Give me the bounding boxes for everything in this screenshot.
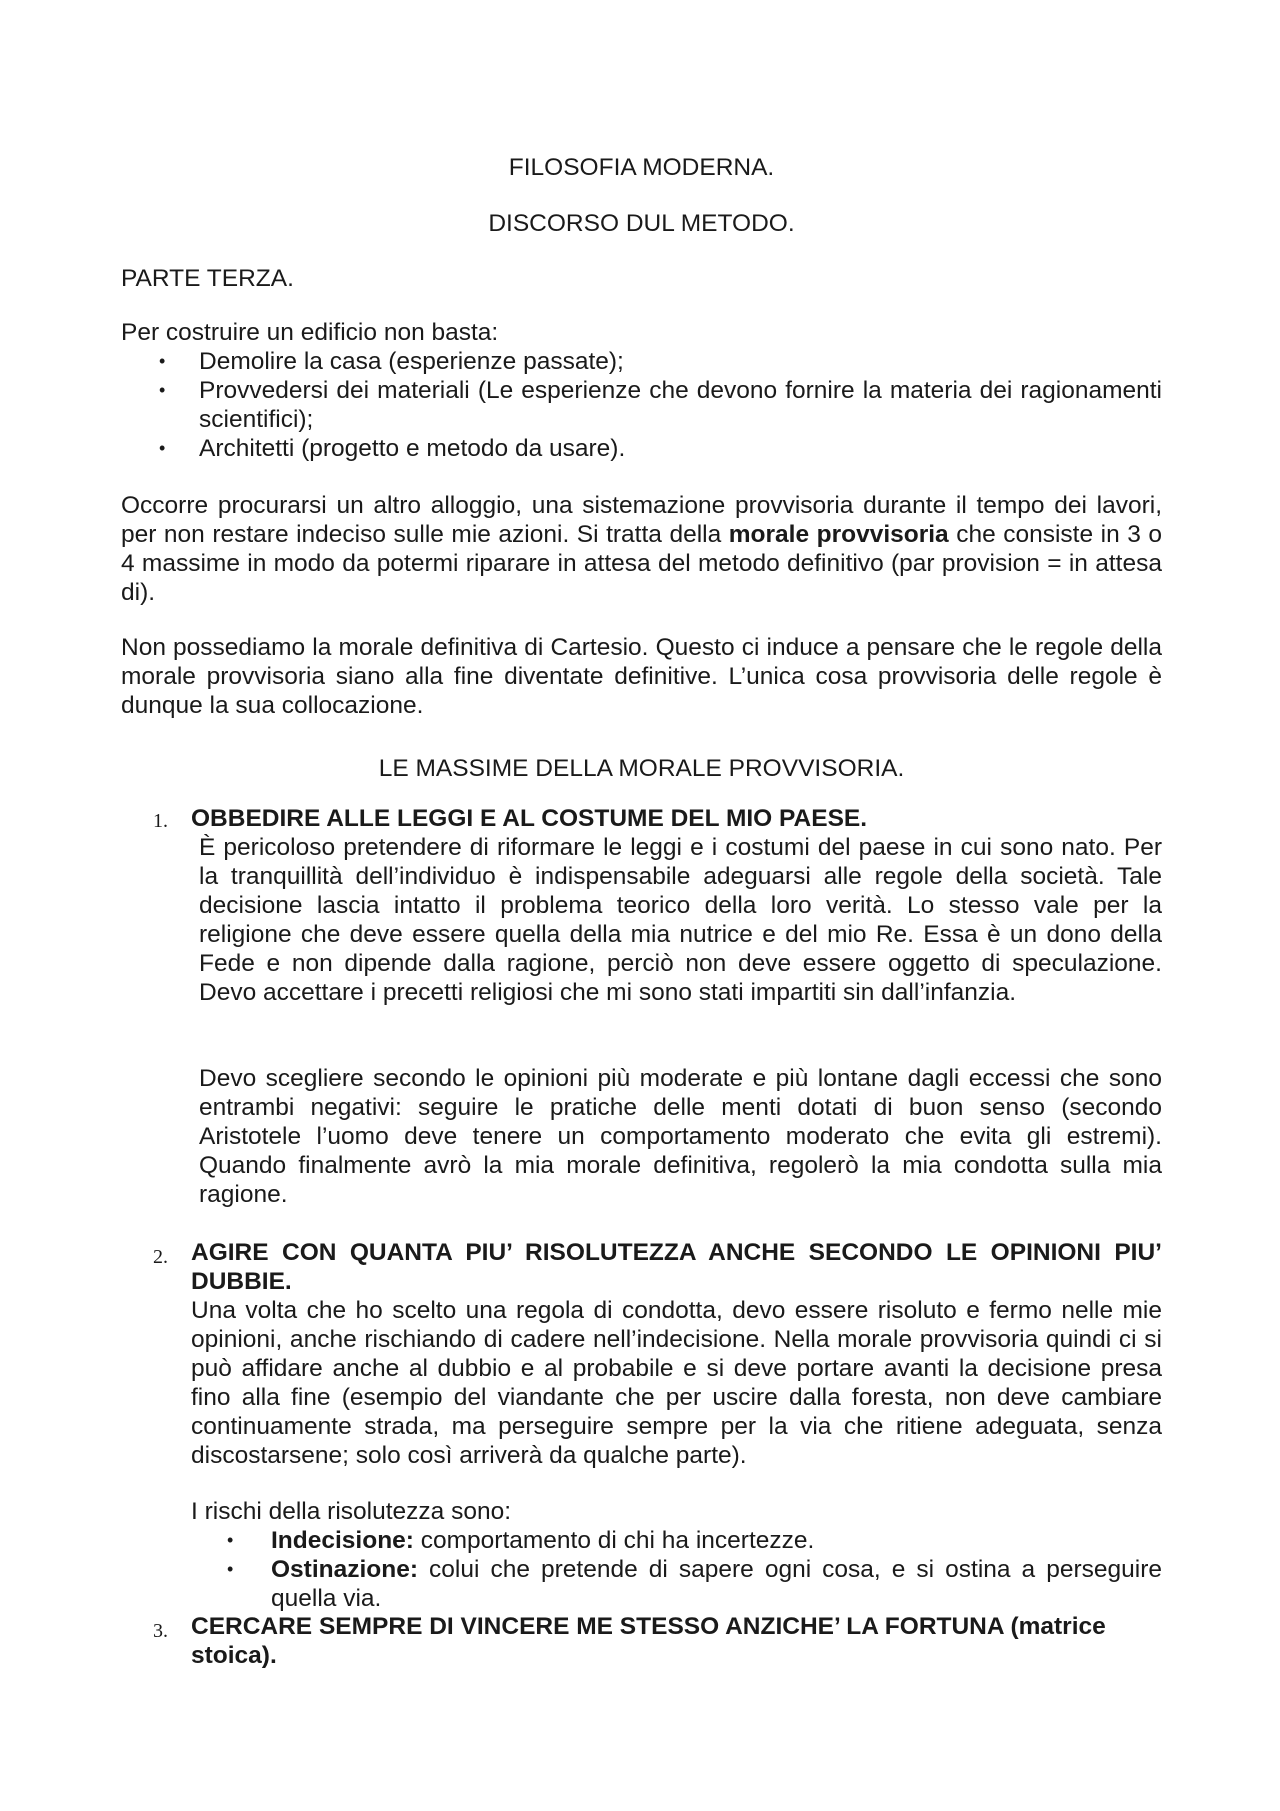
- paragraph-morale-provvisoria: [121, 491, 1162, 607]
- paragraph-morale-definitiva: Non possediamo la morale definitiva di Cartesio. Questo ci induce a pensare che le regole della morale provvisoria siano alla fine diventate definitive. L’unica cosa provvisoria delle regole è dunque la sua collocazione.: [121, 634, 1162, 719]
- section-label: PARTE TERZA.: [121, 265, 294, 292]
- risk-term: Ostinazione:: [271, 1556, 419, 1583]
- intro-text: Per costruire un edificio non basta:: [121, 319, 499, 346]
- maxim-body: È pericoloso pretendere di riformare le leggi e i costumi del paese in cui sono nato. Per la tranquillità dell’individuo è indispensabile adeguarsi alle regole della società. Tale decisione lascia intatto il problema teorico della loro verità. Lo stesso vale per la religione che deve essere quella della mia nutrice e del mio Re. Essa è un dono della Fede e non dipende dalla ragione, perciò non deve essere oggetto di speculazione. Devo accettare i precetti religiosi che mi sono stati impartiti sin dall’infanzia.: [199, 834, 1162, 1006]
- list-item: [191, 1555, 1162, 1613]
- risk-term: Indecisione:: [271, 1527, 414, 1554]
- section-heading: LE MASSIME DELLA MORALE PROVVISORIA.: [378, 755, 905, 782]
- page-subtitle: DISCORSO DUL METODO.: [488, 210, 795, 237]
- maxim-body: Devo scegliere secondo le opinioni più moderate e più lontane dagli eccessi che sono entrambi negativi: seguire le pratiche delle menti dotati di buon senso (secondo Aristotele l’uomo deve tenere un comportamento moderato che evita gli estremi). Quando finalmente avrò la mia morale definitiva, regolerò la mia condotta sulla mia ragione.: [199, 1065, 1162, 1208]
- bullet-icon: •: [159, 438, 166, 458]
- maxim-number: 3.: [153, 1620, 168, 1642]
- list-item: [191, 1526, 1162, 1555]
- page-title: FILOSOFIA MODERNA.: [508, 154, 775, 181]
- maxim-body: Una volta che ho scelto una regola di condotta, devo essere risoluto e fermo nelle mie opinioni, anche rischiando di cadere nell’indecisione. Nella morale provvisoria quindi ci si può affidare anche al dubbio e al probabile e si deve portare avanti la decisione presa fino alla fine (esempio del viandante che per uscire dalla foresta, non deve cambiare continuamente strada, ma perseguire sempre per la via che ritiene adeguata, senza discostarsene; solo così arriverà da qualche parte).: [191, 1297, 1162, 1469]
- bold-term: morale provvisoria: [728, 521, 949, 548]
- list-item: [121, 347, 1162, 376]
- bullet-icon: •: [227, 1559, 234, 1579]
- list-item: [121, 434, 1162, 463]
- bullet-icon: •: [159, 380, 166, 400]
- maxim-number: 2.: [153, 1246, 168, 1268]
- maxim-body: I rischi della risolutezza sono:: [191, 1498, 512, 1525]
- list-item-text: Demolire la casa (esperienze passate);: [199, 348, 624, 375]
- paragraph-text: Occorre procurarsi un altro alloggio, una sistemazione provvisoria durante il tempo dei lavori, per non restare indeciso sulle mie azioni. Si tratta della: [121, 492, 1162, 548]
- list-item-text: Architetti (progetto e metodo da usare).: [199, 435, 626, 462]
- maxim-number: 1.: [153, 810, 168, 832]
- list-item: [121, 376, 1162, 434]
- bullet-icon: •: [159, 351, 166, 371]
- maxim-title: OBBEDIRE ALLE LEGGI E AL COSTUME DEL MIO PAESE.: [191, 805, 868, 832]
- risk-text: colui che pretende di sapere ogni cosa, e si ostina a perseguire quella via.: [271, 1556, 1162, 1612]
- risks-list: [191, 1526, 1162, 1613]
- bullet-icon: •: [227, 1530, 234, 1550]
- paragraph-text: che consiste in 3 o 4 massime in modo da potermi riparare in attesa del metodo definitivo (par provision = in attesa di).: [121, 521, 1163, 606]
- list-item-text: Provvedersi dei materiali (Le esperienze che devono fornire la materia dei ragionamenti scientifici);: [199, 377, 1162, 433]
- maxim-title: CERCARE SEMPRE DI VINCERE ME STESSO ANZICHE’ LA FORTUNA (matrice stoica).: [191, 1613, 1106, 1669]
- building-list: [121, 347, 1162, 463]
- risk-text: comportamento di chi ha incertezze.: [413, 1527, 815, 1554]
- maxim-title: AGIRE CON QUANTA PIU’ RISOLUTEZZA ANCHE SECONDO LE OPINIONI PIU’ DUBBIE.: [191, 1239, 1162, 1295]
